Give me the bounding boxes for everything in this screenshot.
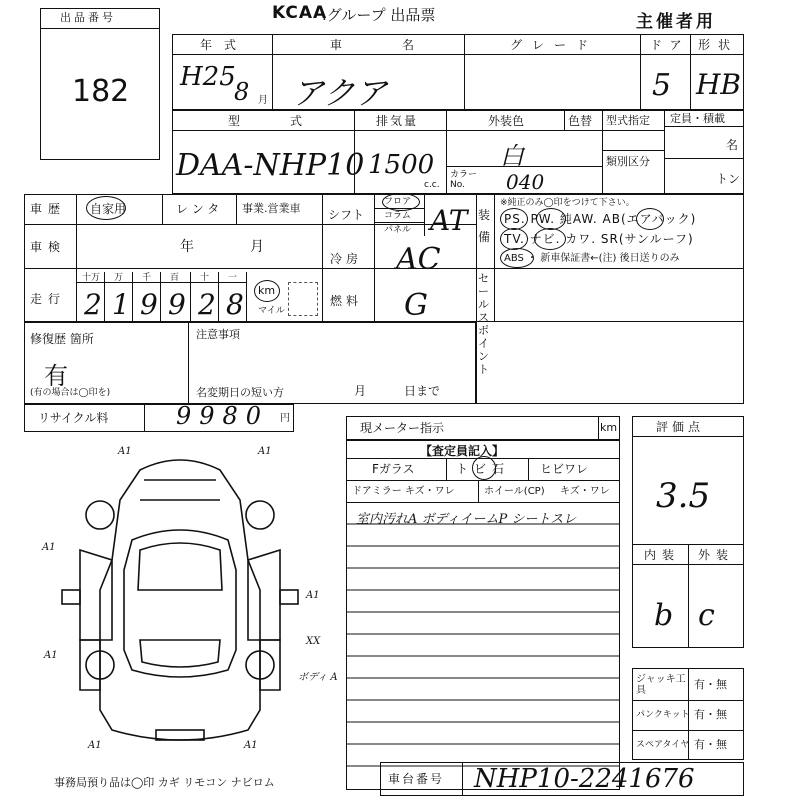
diagram-mark-rear-left: A1 — [88, 740, 102, 751]
diagram-mark-front-right: A1 — [258, 446, 272, 457]
equipment-label: 装備 — [478, 208, 491, 244]
body-label: 形状 — [698, 38, 739, 52]
shift-value: AT — [430, 204, 468, 237]
sales-point-area — [476, 268, 744, 404]
tool-jack-value: 有・無 — [694, 678, 727, 691]
equipment-line2: TV. ナビ. カワ. SR(サンルーフ) — [504, 232, 694, 246]
history-label: 車歴 — [30, 202, 67, 216]
expiry-label: 名変期日の短い方 — [196, 386, 284, 399]
color-no-value: 040 — [506, 170, 545, 194]
diagram-mark-left-door: A1 — [42, 542, 56, 553]
tool-spare-label: スペアタイヤ — [636, 740, 690, 750]
history-option-private: 自家用 — [90, 202, 127, 216]
sales-point-label: セールスポイント — [478, 272, 489, 376]
mileage-label: 走行 — [30, 292, 67, 306]
inspector-wheel: ホイール(CP) — [484, 486, 545, 497]
inspector-mirror: ドアミラー キズ・ワレ — [352, 486, 455, 497]
lot-number: 182 — [72, 74, 130, 109]
unit-1: 一 — [228, 273, 238, 283]
mile-label: マイル — [258, 306, 285, 316]
unit-1k: 千 — [142, 273, 152, 283]
mileage-digit-6: 8 — [226, 288, 244, 321]
shift-panel: パネル — [384, 225, 412, 235]
interior-value: b — [654, 598, 674, 633]
meter-unit: km — [600, 421, 618, 434]
mileage-digit-4: 9 — [168, 288, 186, 321]
recycle-value: 9980 — [176, 402, 270, 430]
name-label: 車名 — [330, 38, 475, 52]
form-title-prefix: KCAA — [272, 3, 328, 23]
shift-floor: フロア — [384, 197, 412, 207]
mileage-digit-2: 1 — [112, 288, 130, 321]
capacity-unit-tons: トン — [716, 172, 741, 186]
equip-ps-circle — [500, 208, 528, 230]
equip-tv-circle — [500, 228, 528, 250]
equip-navi-circle — [534, 228, 566, 250]
inspector-lines — [346, 502, 620, 790]
inspection-year-unit: 年 — [180, 239, 194, 255]
tool-jack-label: ジャッキ工具 — [636, 674, 686, 696]
mileage-digit-3: 9 — [140, 288, 158, 321]
recycle-label: リサイクル料 — [38, 411, 109, 425]
diagram-mark-left-rear: A1 — [44, 650, 58, 661]
fuel-label: 燃料 — [330, 294, 363, 308]
chip-circle — [472, 456, 496, 480]
month-value: 8 — [234, 78, 250, 106]
unit-100k: 十万 — [82, 273, 101, 283]
expiry-day: 日まで — [404, 384, 441, 398]
year-label: 年式 — [200, 38, 249, 52]
mileage-digit-1: 2 — [84, 288, 102, 321]
caution-label: 注意事項 — [196, 328, 240, 341]
tool-puncture-label: パンクキット — [636, 710, 690, 720]
model-spec-label: 型式指定 — [606, 114, 650, 127]
model-label: 型式 — [228, 114, 353, 128]
inspector-wheel-damage: キズ・ワレ — [560, 486, 610, 497]
lot-label: 出品番号 — [60, 11, 116, 24]
equipment-note: ※純正のみ◯印をつけて下さい。 — [500, 198, 635, 208]
mileage-digit-5: 2 — [198, 288, 216, 321]
office-note: 事務局預り品は◯印 カギ リモコン ナビロム — [54, 776, 275, 789]
grade-value: 3.5 — [656, 476, 711, 516]
ac-value: AC — [396, 242, 441, 277]
chassis-label: 車台番号 — [388, 772, 445, 786]
equipment-line3: ABS ・ 新車保証書←(注) 後日送りのみ — [504, 253, 680, 264]
meter-label: 現メーター指示 — [360, 421, 445, 435]
role-label: 主催者用 — [636, 12, 716, 32]
chassis-value: NHP10-2241676 — [474, 764, 695, 794]
inspector-fglass: Fガラス — [372, 462, 415, 476]
tool-puncture-value: 有・無 — [694, 708, 727, 721]
inspection-label: 車検 — [30, 240, 67, 254]
door-value: 5 — [652, 68, 672, 103]
year-value: H25 — [180, 62, 236, 92]
repair-label: 修復歴 箇所 — [30, 332, 94, 346]
month-unit: 月 — [258, 95, 268, 106]
equip-ab-circle — [636, 208, 664, 230]
interior-label: 内装 — [644, 548, 681, 562]
recycle-unit: 円 — [280, 413, 290, 424]
grade-label: グレード — [510, 38, 599, 52]
equipment-line1: PS. PW. 純AW. AB(エアバック) — [504, 212, 697, 226]
inspector-note: 室内汚れA ボディイームP シートスレ — [356, 512, 577, 527]
history-private-circle — [86, 196, 126, 220]
equip-abs-circle — [500, 248, 534, 268]
car-name-value: アクア — [292, 74, 388, 112]
diagram-mark-body: ボディ A — [298, 672, 338, 683]
repair-note: (有の場合は◯印を) — [30, 388, 111, 398]
km-circle — [254, 280, 280, 302]
body-value: HB — [696, 68, 741, 101]
exterior-value: c — [698, 598, 715, 633]
diagram-mark-right-rear: XX — [306, 636, 321, 647]
inspector-chip: トビ石 — [456, 462, 511, 476]
model-value: DAA-NHP10 — [176, 148, 365, 183]
unit-100: 百 — [170, 273, 180, 283]
category-label: 類別区分 — [606, 155, 650, 168]
repair-value: 有 — [44, 362, 68, 390]
door-label: ドア — [650, 38, 690, 52]
fuel-value: G — [404, 288, 428, 323]
equip-pw-circle — [536, 208, 566, 230]
inspection-month-unit: 月 — [250, 239, 264, 255]
expiry-month: 月 — [354, 384, 367, 398]
inspector-crack: ヒビワレ — [540, 462, 589, 476]
cc-value: 1500 — [368, 150, 435, 180]
capacity-unit-seats: 名 — [726, 138, 739, 152]
km-label: km — [258, 284, 276, 297]
form-title: .グループ 出品票 — [322, 6, 436, 24]
color-value: 白 — [500, 142, 524, 170]
history-option-commercial: 事業.営業車 — [242, 202, 301, 215]
car-diagram — [60, 440, 340, 760]
shift-column: コラム — [384, 211, 411, 221]
diagram-mark-front-left: A1 — [118, 446, 132, 457]
color-label: 外装色 — [488, 114, 525, 128]
repaint-label: 色替 — [568, 114, 593, 128]
shift-floor-circle — [382, 193, 420, 211]
tool-spare-value: 有・無 — [694, 738, 727, 751]
unit-10k: 万 — [114, 273, 124, 283]
unit-10: 十 — [200, 273, 210, 283]
exterior-label: 外装 — [698, 548, 735, 562]
ac-label: 冷房 — [330, 252, 363, 266]
shift-label: シフト — [328, 208, 365, 222]
grade-label: 評価点 — [656, 420, 705, 434]
history-option-rental: レンタ — [176, 202, 224, 216]
cc-unit: c.c. — [424, 180, 440, 190]
cc-label: 排気量 — [376, 114, 419, 128]
mile-box — [288, 282, 318, 316]
diagram-mark-rear-right: A1 — [244, 740, 258, 751]
inspector-header: 【査定員記入】 — [420, 444, 505, 458]
diagram-mark-right-door: A1 — [306, 590, 320, 601]
color-no-label: カラー No. — [450, 170, 478, 190]
capacity-label: 定員・積載 — [670, 112, 725, 125]
